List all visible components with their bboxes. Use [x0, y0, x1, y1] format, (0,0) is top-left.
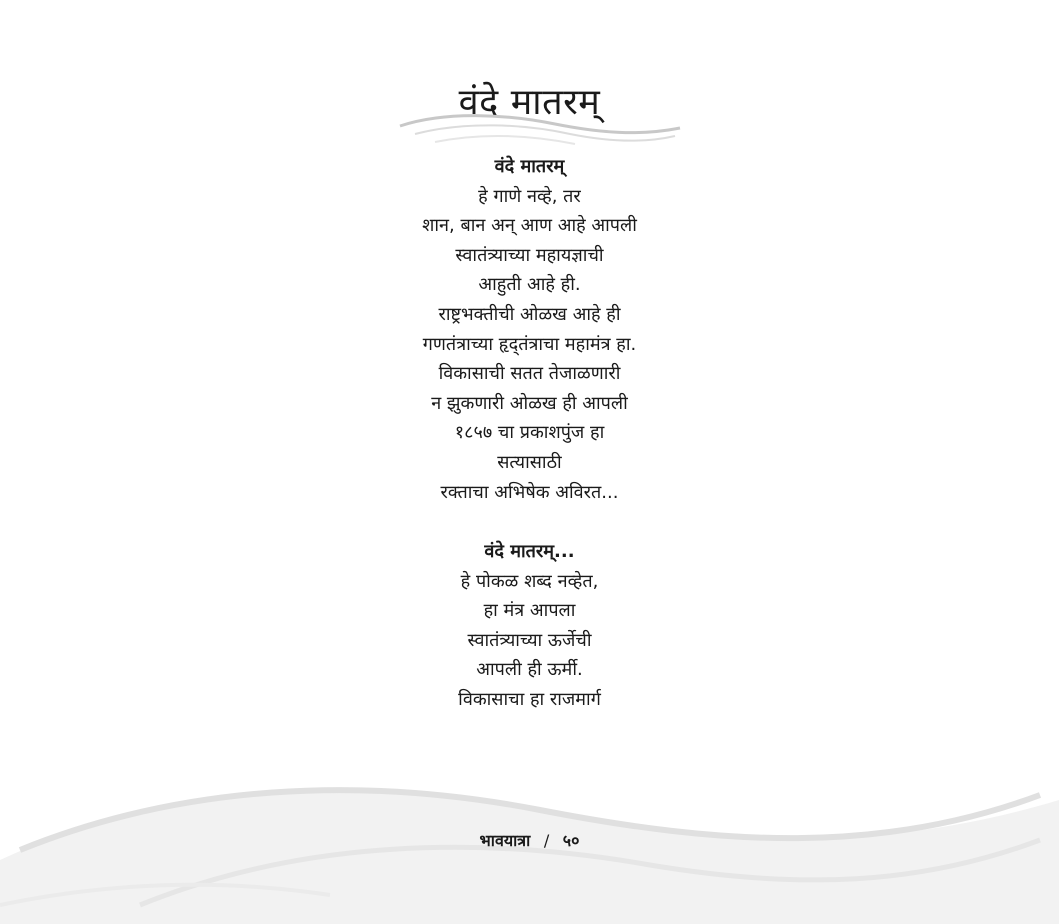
poem-line: रक्ताचा अभिषेक अविरत... — [440, 481, 619, 503]
page-footer — [0, 829, 1059, 851]
poem-line: विकासाचा हा राजमार्ग — [458, 688, 601, 710]
poem-line: स्वातंत्र्याच्या महायज्ञाची — [455, 244, 604, 266]
footer-separator: / — [543, 831, 550, 850]
stanza-heading: वंदे मातरम् — [494, 156, 565, 177]
poem-line: शान, बान अन् आण आहे आपली — [422, 215, 637, 237]
poem-line: स्वातंत्र्याच्या ऊर्जेची — [467, 629, 592, 651]
poem-line: विकासाची सतत तेजाळणारी — [438, 363, 621, 385]
poem-line: १८५७ चा प्रकाशपुंज हा — [454, 422, 605, 444]
book-name: भावयात्रा — [479, 831, 531, 850]
title-swoosh-decoration — [395, 106, 685, 156]
page-number: ५० — [562, 831, 580, 850]
poem-line: आपली ही ऊर्मी. — [476, 659, 583, 681]
stanza-heading: वंदे मातरम्... — [484, 541, 575, 562]
poem-line: गणतंत्राच्या हृद्‌तंत्राचा महामंत्र हा. — [422, 333, 637, 355]
stanza-two — [0, 537, 1059, 715]
poem-line: आहुती आहे ही. — [478, 274, 581, 296]
poem-line: राष्ट्रभक्तीची ओळख आहे ही — [438, 303, 621, 325]
poem-line: न झुकणारी ओळख ही आपली — [431, 392, 628, 414]
poem-line: हे गाणे नव्हे, तर — [478, 185, 581, 207]
poem-line: हे पोकळ शब्द नव्हेत, — [460, 570, 599, 592]
stanza-one — [0, 152, 1059, 507]
poem-line: हा मंत्र आपला — [483, 600, 576, 622]
poem-title: वंदे मातरम् — [458, 82, 601, 123]
poem-line: सत्यासाठी — [497, 451, 562, 473]
